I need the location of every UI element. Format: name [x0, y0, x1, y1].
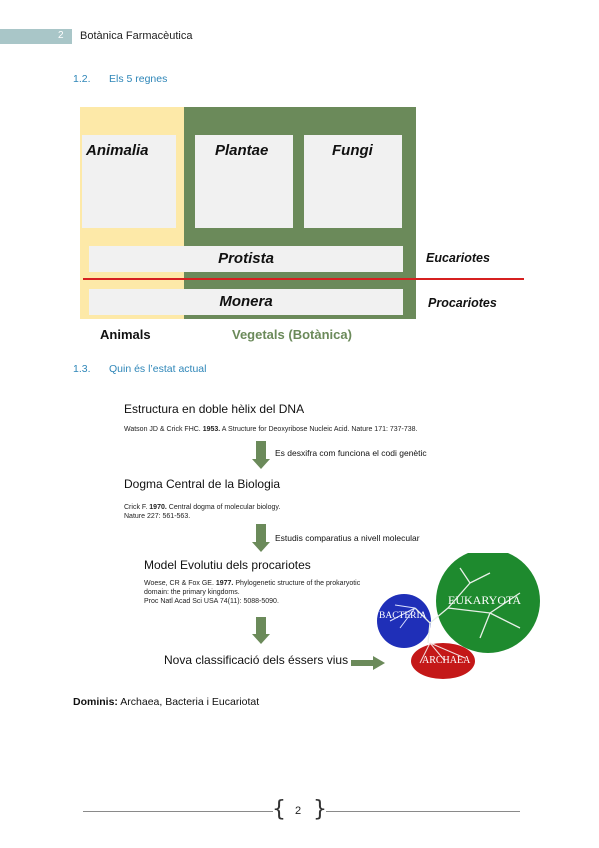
header-page-number: 2	[58, 30, 64, 41]
plantae-label: Plantae	[215, 142, 269, 159]
footer-rule-right	[326, 811, 520, 812]
dna-reference: Watson JD & Crick FHC. 1953. A Structure for Deoxyribose Nucleic Acid. Nature 171: 737-738.	[124, 426, 418, 433]
dogma-reference: Crick F. 1970. Central dogma of molecular biology. Nature 227: 561-563.	[124, 504, 281, 520]
down-arrow-icon	[252, 542, 270, 552]
model-title: Model Evolutiu dels procariotes	[144, 558, 311, 572]
animalia-label: Animalia	[86, 142, 149, 159]
dominis-line: Dominis: Archaea, Bacteria i Eucariotat	[73, 696, 260, 708]
archaea-label: ARCHAEA	[422, 655, 471, 666]
vegetals-caption: Vegetals (Botànica)	[232, 327, 352, 342]
arrow-3-shaft	[256, 617, 266, 634]
note-molecular-studies: Estudis comparatius a nivell molecular	[275, 533, 420, 543]
section-1-2-title: Els 5 regnes	[109, 73, 168, 85]
eucariotes-label: Eucariotes	[426, 251, 490, 265]
protista-bar: Protista	[89, 246, 403, 272]
section-1-2-number: 1.2.	[73, 73, 91, 85]
procariotes-label: Procariotes	[428, 296, 497, 310]
eukaryota-label: EUKARYOTA	[448, 593, 522, 607]
bacteria-label: BACTERIA	[379, 611, 427, 621]
eukaryote-prokaryote-divider	[83, 278, 524, 280]
dna-title: Estructura en doble hèlix del DNA	[124, 402, 305, 416]
arrow-1-shaft	[256, 441, 266, 459]
final-classification: Nova classificació dels éssers vius	[164, 653, 349, 667]
monera-bar: Monera	[89, 289, 403, 315]
down-arrow-icon	[252, 634, 270, 644]
dogma-title: Dogma Central de la Biologia	[124, 477, 281, 491]
footer-page-number: 2	[295, 805, 302, 817]
left-brace-icon: {	[272, 797, 286, 822]
fungi-label: Fungi	[332, 142, 373, 159]
down-arrow-icon	[252, 459, 270, 469]
header-title: Botànica Farmacèutica	[80, 30, 193, 42]
section-1-3-title: Quin és l’estat actual	[109, 363, 207, 375]
animals-caption: Animals	[100, 327, 151, 342]
section-1-3-number: 1.3.	[73, 363, 91, 375]
arrow-2-shaft	[256, 524, 266, 542]
note-genetic-code: Es desxifra com funciona el codi genètic	[275, 448, 427, 458]
right-brace-icon: }	[313, 797, 327, 822]
model-reference: Woese, CR & Fox GE. 1977. Phylogenetic structure of the prokaryotic domain: the primary kingdoms. Proc Natl Acad Sci USA 74(11): 5088-5090.	[144, 580, 361, 605]
footer-rule-left	[83, 811, 273, 812]
